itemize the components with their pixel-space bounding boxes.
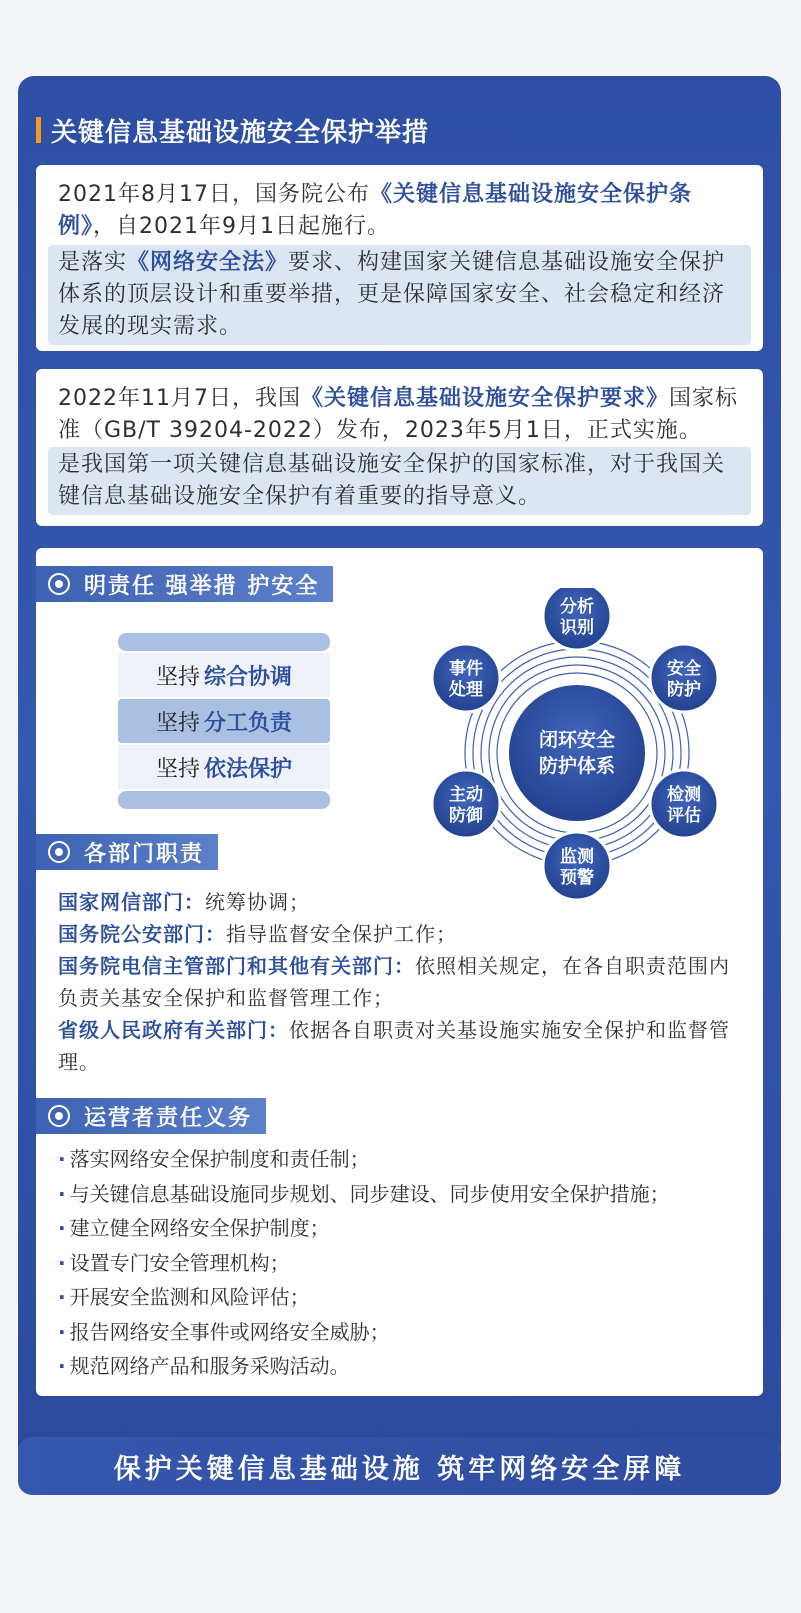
department-duty: 统筹协调；: [205, 890, 310, 914]
footer-slogan: 保护关键信息基础设施 筑牢网络安全屏障: [18, 1437, 781, 1495]
department-name: 省级人民政府有关部门：: [58, 1018, 289, 1042]
principle-term: 依法保护: [204, 756, 293, 782]
measures-card: [36, 548, 763, 1396]
node-label: 处理: [449, 680, 483, 700]
list-item: · 报告网络安全事件或网络安全威胁；: [58, 1315, 741, 1350]
department-duty: 依据各自职责对关基设施实施安全保护和监督管理。: [58, 1018, 730, 1074]
principles-top-cap: [118, 633, 330, 651]
section-heading-text: 各部门职责: [84, 841, 205, 867]
principles-bottom-cap: [118, 791, 330, 809]
page-title: [36, 112, 429, 148]
section-heading-operators: [36, 1098, 266, 1134]
page-title-text: 关键信息基础设施安全保护举措: [51, 117, 430, 148]
principle-item: [118, 699, 330, 743]
list-item: · 规范网络产品和服务采购活动。: [58, 1349, 741, 1384]
note-prefix: 是落实: [58, 250, 128, 275]
department-duty: 依照相关规定，在各自职责范围内负责关基安全保护和监督管理工作；: [58, 954, 730, 1010]
standard-note: [48, 447, 751, 515]
standard-release-text: 国家标准（GB/T 39204-2022）发布，2023年5月1日，正式实施。: [58, 386, 739, 443]
list-item: · 设置专门安全管理机构；: [58, 1246, 741, 1281]
section-heading-departments: [36, 834, 218, 870]
node-label: 防护: [667, 680, 701, 700]
principle-prefix: 坚持: [155, 710, 200, 736]
node-label: 评估: [667, 806, 701, 826]
node-label: 防御: [449, 806, 483, 826]
duty-item: [58, 950, 741, 1014]
regulation-lead: [58, 179, 741, 243]
operator-obligations: [58, 1142, 741, 1384]
department-name: 国务院公安部门：: [58, 922, 226, 946]
node-label: 事件: [449, 659, 483, 679]
regulation-effective-text: ，自2021年9月1日起施行。: [93, 214, 390, 239]
principle-term: 综合协调: [204, 664, 293, 690]
principle-item: [118, 653, 330, 697]
department-name: 国务院电信主管部门和其他有关部门：: [58, 954, 415, 978]
cycle-node-defend: [432, 770, 500, 838]
list-item: · 与关键信息基础设施同步规划、同步建设、同步使用安全保护措施；: [58, 1177, 741, 1212]
duty-item: [58, 918, 741, 950]
shield-icon: [48, 841, 70, 863]
section-heading-text: 运营者责任义务: [84, 1105, 253, 1131]
closed-loop-diagram: [392, 588, 762, 928]
principle-term: 分工负责: [204, 710, 293, 736]
principle-prefix: 坚持: [155, 664, 200, 690]
node-label: 识别: [560, 618, 594, 638]
cycle-node-assess: [650, 770, 718, 838]
regulation-date-text: 2021年8月17日，国务院公布: [58, 182, 370, 207]
regulation-card: [36, 165, 763, 351]
department-name: 国家网信部门：: [58, 890, 205, 914]
cycle-node-incident: [432, 644, 500, 712]
cycle-node-analyze: [543, 588, 611, 650]
list-item: · 建立健全网络安全保护制度；: [58, 1211, 741, 1246]
standard-date-text: 2022年11月7日，我国: [58, 386, 301, 411]
section-heading-text: 明责任 强举措 护安全: [84, 573, 320, 599]
cycle-node-protect: [650, 644, 718, 712]
node-label: 主动: [449, 785, 483, 805]
list-item: · 落实网络安全保护制度和责任制；: [58, 1142, 741, 1177]
principle-prefix: 坚持: [155, 756, 200, 782]
department-duties: [58, 886, 741, 1078]
section-heading-responsibility: [36, 566, 333, 602]
standard-lead: [58, 383, 741, 447]
shield-icon: [48, 573, 70, 595]
node-label: 分析: [560, 597, 594, 617]
standard-note-text: 是我国第一项关键信息基础设施安全保护的国家标准，对于我国关键信息基础设施安全保护有着重要的指导意义。: [58, 452, 726, 509]
title-accent-bar: [36, 117, 41, 143]
center-label-line2: 防护体系: [538, 755, 616, 777]
node-label: 检测: [667, 785, 701, 805]
duty-item: [58, 886, 741, 918]
standard-name: 《关键信息基础设施安全保护要求》: [300, 386, 669, 411]
shield-icon: [48, 1105, 70, 1127]
node-label: 安全: [667, 659, 701, 679]
note-body: 要求、构建国家关键信息基础设施安全保护体系的顶层设计和重要举措，更是保障国家安全、社会稳定和经济发展的现实需求。: [58, 250, 726, 339]
standard-card: [36, 369, 763, 526]
regulation-name: 《关键信息基础设施安全保护条例》: [58, 182, 692, 239]
node-label: 监测: [560, 847, 594, 867]
law-name: 《网络安全法》: [127, 250, 289, 275]
principle-item: [118, 745, 330, 789]
center-circle: [509, 685, 645, 821]
node-label: 预警: [560, 868, 594, 888]
list-item: · 开展安全监测和风险评估；: [58, 1280, 741, 1315]
regulation-note: [48, 245, 751, 345]
center-label-line1: 闭环安全: [538, 729, 616, 751]
department-duty: 指导监督安全保护工作；: [226, 922, 457, 946]
principles-list: [118, 633, 330, 809]
duty-item: [58, 1014, 741, 1078]
